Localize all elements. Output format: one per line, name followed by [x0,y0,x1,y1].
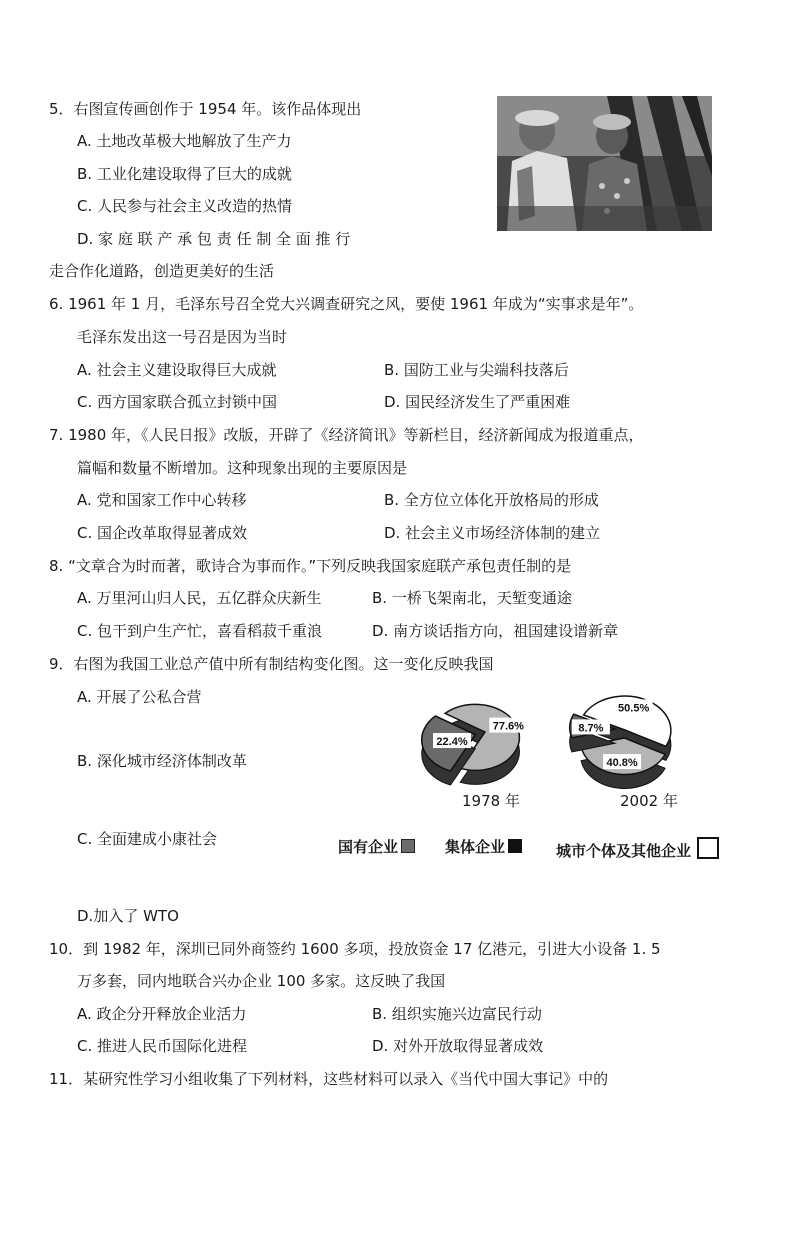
q8-option-a: A. 万里河山归人民，五亿群众庆新生 [77,589,322,607]
q8-option-b: B. 一桥飞架南北，天堑变通途 [372,589,572,607]
q5-stem: 5．右图宣传画创作于 1954 年。该作品体现出 [49,100,362,118]
q7-stem-line2: 篇幅和数量不断增加。这种现象出现的主要原因是 [77,459,408,477]
ownership-pie-charts [400,680,730,820]
q5-option-b: B. 工业化建设取得了巨大的成就 [77,165,292,183]
q10-stem-line2: 万多套，同内地联合兴办企业 100 多家。这反映了我国 [77,972,446,990]
propaganda-poster-image [497,96,712,231]
q7-option-b: B. 全方位立体化开放格局的形成 [384,491,599,509]
q6-stem-line2: 毛泽东发出这一号召是因为当时 [77,328,288,346]
pie-0-label-0: 77.6% [492,720,524,733]
legend-label-collective: 集体企业 [445,838,506,856]
q9-option-c: C. 全面建成小康社会 [77,830,218,848]
legend-label-state: 国有企业 [338,838,399,856]
legend-item-state [338,837,415,857]
legend-swatch-collective [508,839,522,853]
chart-label-1978: 1978 年 [462,792,520,810]
q6-option-d: D. 国民经济发生了严重困难 [384,393,571,411]
q7-stem-line1: 7. 1980 年，《人民日报》改版，开辟了《经济简讯》等新栏目，经济新闻成为报道重点， [49,426,644,444]
q5-option-c: C. 人民参与社会主义改造的热情 [77,197,293,215]
q8-stem: 8. “文章合为时而著，歌诗合为事而作。”下列反映我国家庭联产承包责任制的是 [49,557,572,575]
q7-option-d: D. 社会主义市场经济体制的建立 [384,524,601,542]
q10-option-a: A. 政企分开释放企业活力 [77,1005,247,1023]
q6-option-b: B. 国防工业与尖端科技落后 [384,361,569,379]
q5-option-d-cont: 走合作化道路，创造更美好的生活 [49,262,275,280]
q11-stem: 11．某研究性学习小组收集了下列材料，这些材料可以录入《当代中国大事记》中的 [49,1070,609,1088]
q5-option-d: D. 家 庭 联 产 承 包 责 任 制 全 面 推 行 [77,230,351,248]
legend-item-private [556,837,719,861]
chart-label-2002: 2002 年 [620,792,678,810]
q10-option-b: B. 组织实施兴边富民行动 [372,1005,542,1023]
legend-swatch-private [697,837,719,859]
q10-option-d: D. 对外开放取得显著成效 [372,1037,544,1055]
q7-option-c: C. 国企改革取得显著成效 [77,524,248,542]
q9-option-d: D.加入了 WTO [77,907,179,925]
legend-label-private: 城市个体及其他企业 [556,842,692,860]
q10-option-c: C. 推进人民币国际化进程 [77,1037,248,1055]
legend-item-collective [445,837,522,857]
pie-1-label-2: 8.7% [578,722,604,735]
q5-option-a: A. 土地改革极大地解放了生产力 [77,132,292,150]
q9-stem: 9．右图为我国工业总产值中所有制结构变化图。这一变化反映我国 [49,655,494,673]
q9-option-b: B. 深化城市经济体制改革 [77,752,247,770]
q9-option-a: A. 开展了公私合营 [77,688,202,706]
q6-stem-line1: 6. 1961 年 1 月，毛泽东号召全党大兴调查研究之风，要使 1961 年成为“实事求是年”。 [49,295,644,313]
q6-option-c: C. 西方国家联合孤立封锁中国 [77,393,278,411]
q8-option-d: D. 南方谈话指方向，祖国建设谱新章 [372,622,619,640]
q7-option-a: A. 党和国家工作中心转移 [77,491,247,509]
q10-stem-line1: 10．到 1982 年，深圳已同外商签约 1600 多项，投放资金 17 亿港元，引进大小设备 1. 5 [49,940,661,958]
pie-1-label-0: 50.5% [618,702,650,715]
legend-swatch-state [401,839,415,853]
pie-0-label-1: 22.4% [436,736,468,749]
pie-1-label-1: 40.8% [606,757,638,770]
q8-option-c: C. 包干到户生产忙，喜看稻菽千重浪 [77,622,323,640]
q6-option-a: A. 社会主义建设取得巨大成就 [77,361,277,379]
